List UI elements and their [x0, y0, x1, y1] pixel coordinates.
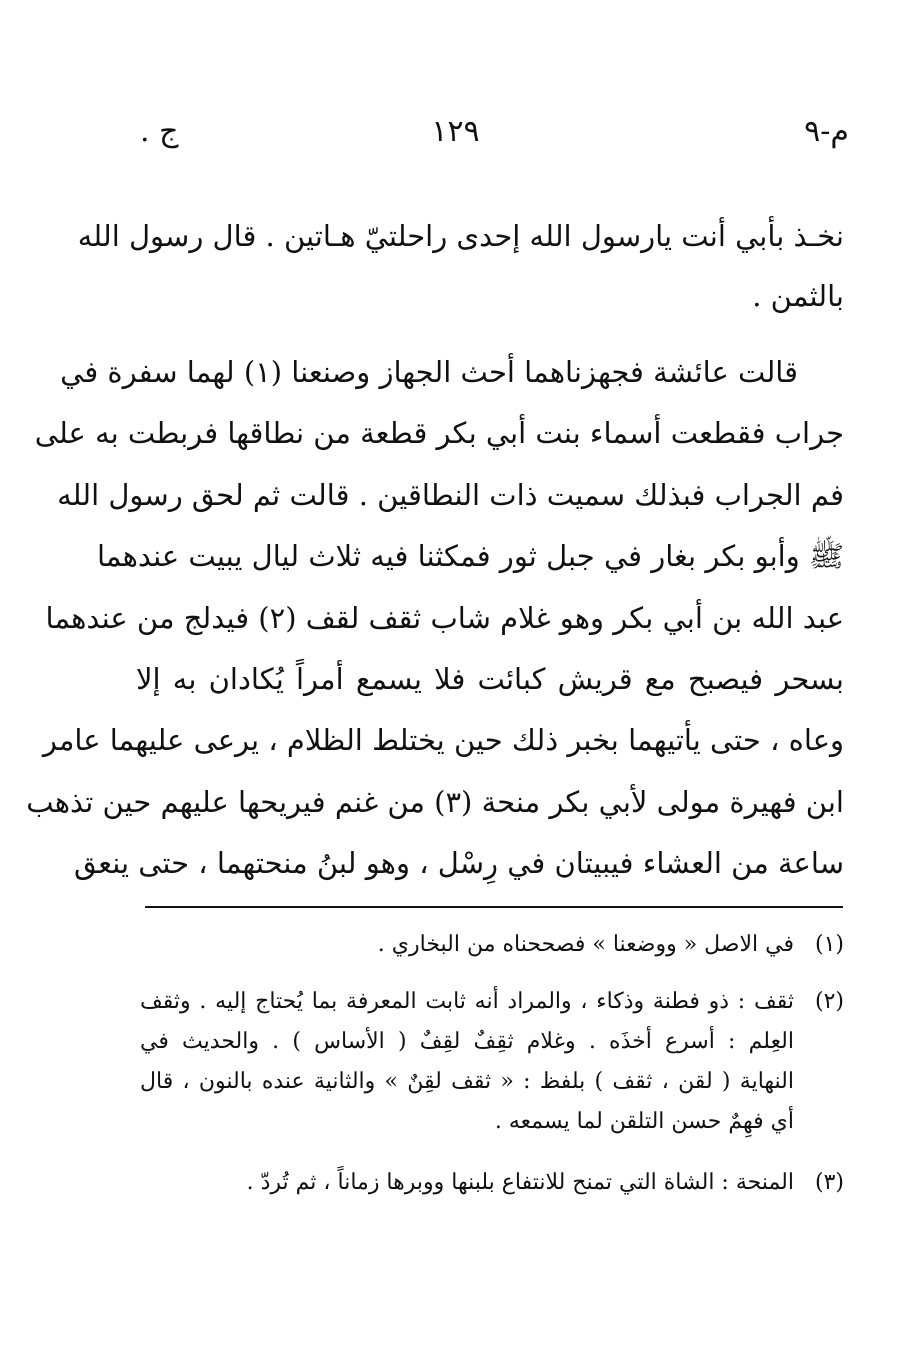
page-number: ١٢٩ [431, 114, 480, 149]
footnote-1 [140, 925, 844, 965]
footnote-line: النهاية ( لقن ، ثقف ) بلفظ : « ثقف لقِنٌ » والثانية عنده بالنون ، قال [140, 1069, 794, 1094]
footnote-line: في الاصل « ووضعنا » فصححناه من البخاري . [377, 932, 794, 957]
text-line: ﷺ وأبو بكر بغار في جبل ثور فمكثنا فيه ثلاث ليال يبيت عندهما [96, 539, 844, 574]
text-line: عبد الله بن أبي بكر وهو غلام شاب ثقف لقف (٢) فيدلج من عندهما [45, 600, 844, 635]
footnote-line: ثقف : ذو فطنة وذكاء ، والمراد أنه ثابت المعرفة بما يُحتاج إليه . وثقف [140, 989, 794, 1014]
footnote-number: (٣) [814, 1170, 844, 1195]
text-line: ساعة من العشاء فيبيتان في رِسْل ، وهو لبنُ منحتهما ، حتى ينعق [74, 846, 844, 881]
text-line: بالثمن . [752, 279, 844, 313]
text-line: جراب فقطعت أسماء بنت أبي بكر قطعة من نطاقها فربطت به على [34, 416, 844, 451]
text-line: وعاه ، حتى يأتيهما بخبر ذلك حين يختلط الظلام ، يرعى عليهما عامر [42, 723, 844, 758]
footnote-3 [140, 1163, 844, 1203]
footnote-line: المنحة : الشاة التي تمنح للانتفاع بلبنها ووبرها زماناً ، ثم تُردّ . [246, 1170, 794, 1195]
text-line: قالت عائشة فجهزناهما أحث الجهاز وصنعنا (١) لهما سفرة في [60, 355, 798, 389]
text-line: نخـذ بأبي أنت يارسول الله إحدى راحلتيّ هـاتين . قال رسول الله [77, 219, 844, 253]
footnote-line: العِلم : أسرع أخذَه . وغلام ثقِفٌ لقِفٌ ( الأساس ) . والحديث في [140, 1029, 794, 1054]
footnote-divider [145, 906, 843, 908]
footnote-2 [140, 982, 844, 1142]
footnote-number: (٢) [814, 989, 844, 1014]
signature-mark: م-٩ [804, 114, 849, 149]
text-line: بسحر فيصبح مع قريش كبائت فلا يسمع أمراً يُكادان به إلا [136, 661, 844, 696]
footnote-line: أي فهِمٌ حسن التلقن لما يسمعه . [494, 1109, 794, 1134]
text-line: فم الجراب فبذلك سميت ذات النطاقين . قالت ثم لحق رسول الله [57, 477, 844, 512]
paragraph-main [26, 342, 844, 895]
text-line: ابن فهيرة مولى لأبي بكر منحة (٣) من غنم فيريحها عليهم حين تذهب [26, 784, 844, 819]
footnote-number: (١) [814, 932, 844, 957]
volume-mark: ج . [140, 114, 179, 149]
paragraph-continuation [77, 206, 844, 326]
